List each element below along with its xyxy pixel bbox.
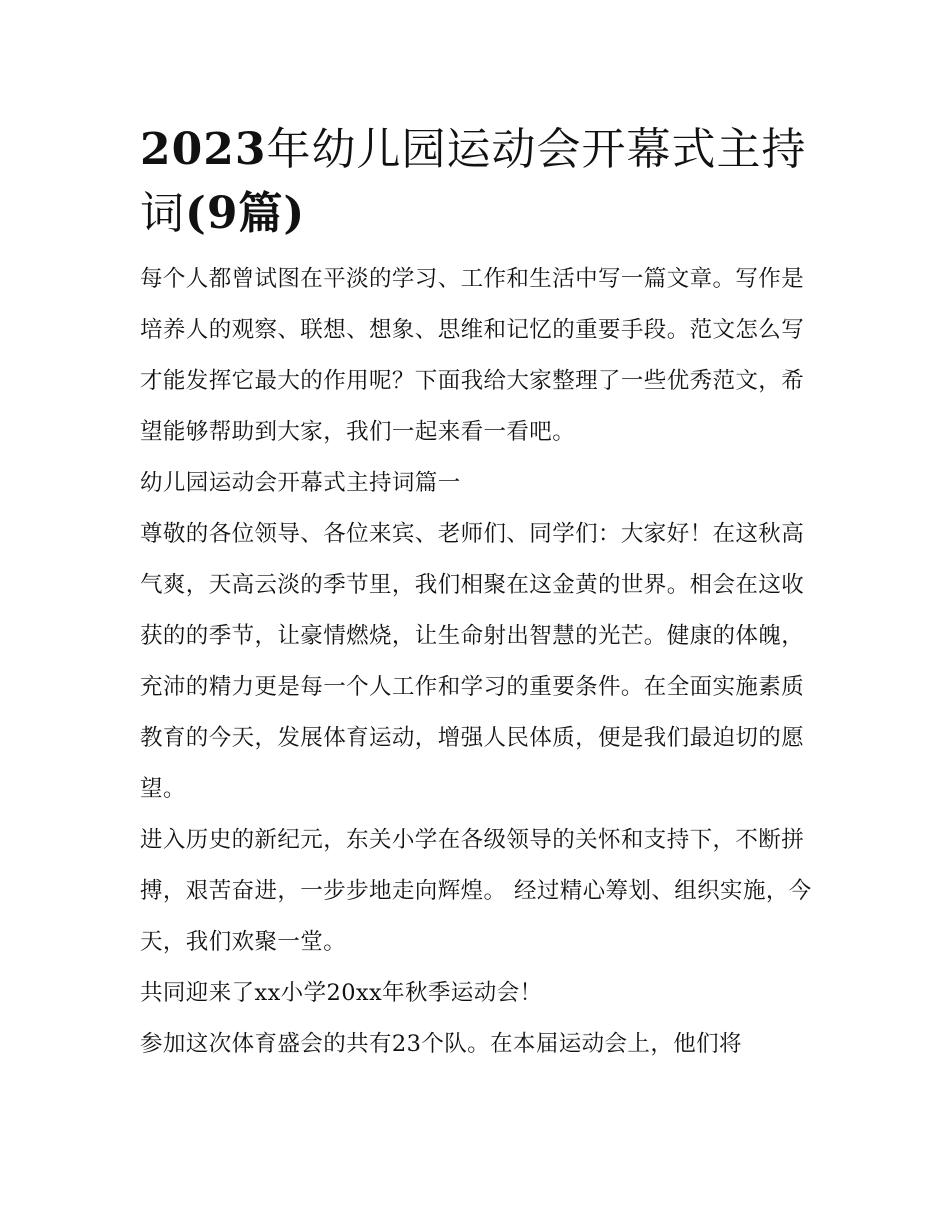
title-year: 2023: [140, 124, 267, 175]
body-paragraph: 进入历史的新纪元，东关小学在各级领导的关怀和支持下，不断拼搏，艰苦奋进，一步步地走向辉煌。 经过精心筹划、组织实施，今天，我们欢聚一堂。: [140, 827, 812, 955]
body-paragraph: 参加这次体育盛会的共有23个队。在本届运动会上，他们将: [140, 1031, 742, 1057]
document-title: [140, 118, 812, 246]
title-suffix: (9篇): [185, 188, 306, 239]
body-paragraph: 尊敬的各位领导、各位来宾、老师们、同学们：大家好！在这秋高气爽，天高云淡的季节里，我们相聚在这金黄的世界。相会在这收获的的季节，让豪情燃烧，让生命射出智慧的光芒。健康的体魄，充沛的精力更是每一个人工作和学习的重要条件。在全面实施素质教育的今天，发展体育运动，增强人民体质，便是我们最迫切的愿望。: [140, 521, 805, 802]
intro-paragraph: 每个人都曾试图在平淡的学习、工作和生活中写一篇文章。写作是培养人的观察、联想、想象、思维和记忆的重要手段。范文怎么写才能发挥它最大的作用呢？下面我给大家整理了一些优秀范文，希望能够帮助到大家，我们一起来看一看吧。: [140, 266, 805, 445]
section-heading: 幼儿园运动会开幕式主持词篇一: [140, 470, 461, 496]
body-paragraph: 共同迎来了xx小学20xx年秋季运动会！: [140, 980, 543, 1006]
document-body: [140, 118, 812, 1070]
title-main: 年幼儿园运动会开幕式主持词: [140, 124, 807, 239]
